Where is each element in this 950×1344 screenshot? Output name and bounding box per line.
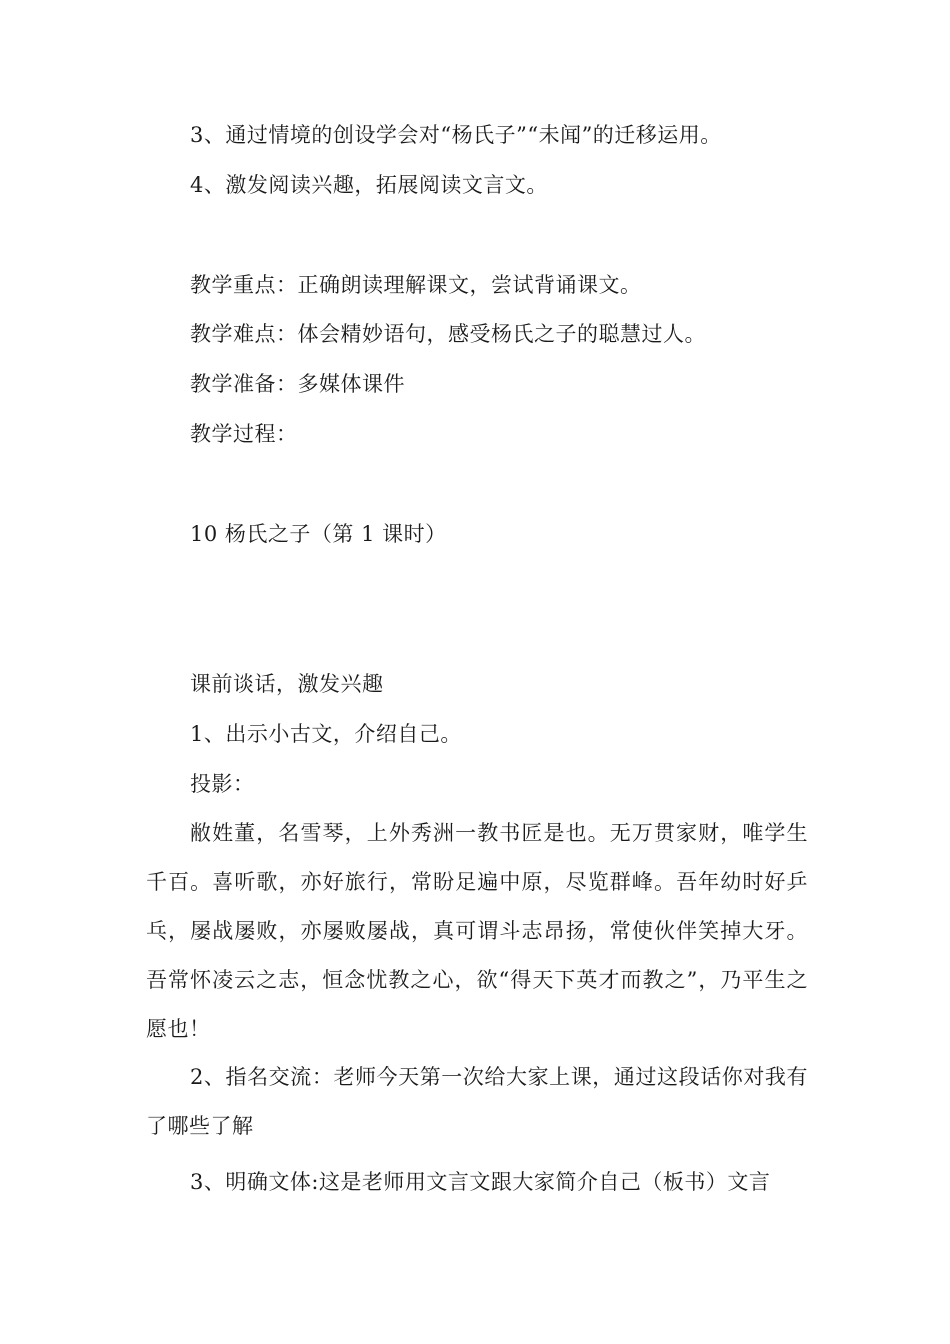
teaching-difficult-point: 教学难点：体会精妙语句，感受杨氏之子的聪慧过人。 [190,322,706,346]
teaching-preparation: 教学准备：多媒体课件 [190,372,405,396]
teaching-key-point: 教学重点：正确朗读理解课文，尝试背诵课文。 [190,273,642,297]
step-2-paragraph: 2、指名交流：老师今天第一次给大家上课，通过这段话你对我有了哪些了解 [146,1065,808,1138]
step-3-line: 3、明确文体:这是老师用文言文跟大家简介自己（板书）文言 [190,1170,771,1194]
projection-label: 投影： [190,772,255,796]
lesson-title: 10 杨氏之子（第 1 课时） [190,522,447,546]
section-heading: 课前谈话，激发兴趣 [190,672,384,696]
self-introduction-paragraph: 敝姓董，名雪琴，上外秀洲一教书匠是也。无万贯家财，唯学生千百。喜听歌，亦好旅行，常盼足遍中原，尽览群峰。吾年幼时好乒乓，屡战屡败，亦屡败屡战，真可谓斗志昂扬，常使伙伴笑掉大牙。吾常怀凌云之志，恒念忧教之心，欲“得天下英才而教之”，乃平生之愿也！ [146,821,808,1041]
objective-3: 3、通过情境的创设学会对“杨氏子”“未闻”的迁移运用。 [190,123,722,147]
step-1: 1、出示小古文，介绍自己。 [190,722,462,746]
objective-4: 4、激发阅读兴趣，拓展阅读文言文。 [190,173,548,197]
teaching-process-label: 教学过程： [190,422,298,446]
